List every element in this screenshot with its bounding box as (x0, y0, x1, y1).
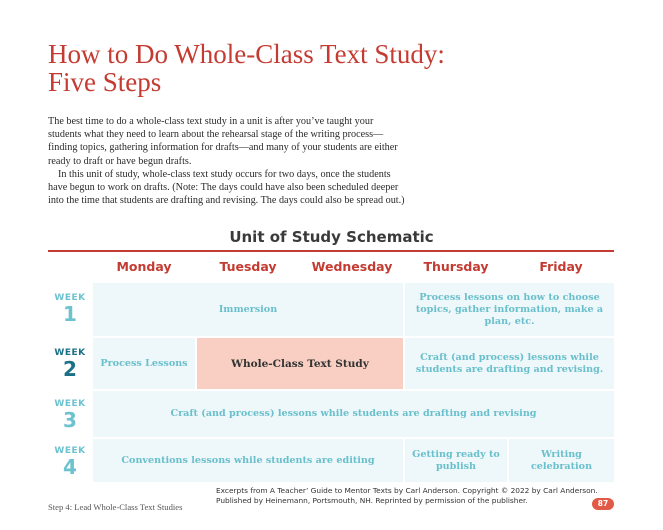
schematic-title: Unit of Study Schematic (229, 228, 434, 246)
week-word: WEEK (54, 293, 86, 303)
cell-week4-getting-ready: Getting ready to publish (405, 439, 507, 482)
day-header-monday: Monday (116, 259, 172, 274)
cell-week2-process-lessons: Process Lessons (93, 338, 195, 389)
cell-week4-writing-celebration: Writing celebration (509, 439, 614, 482)
day-header-thursday: Thursday (423, 259, 489, 274)
copyright-line-1: Excerpts from A Teacher’ Guide to Mentor Texts by Carl Anderson. Copyright © 2022 by Carl Anderson. (216, 486, 598, 495)
cell-week2-craft-lessons: Craft (and process) lessons while students are drafting and revising. (405, 338, 614, 389)
week-word: WEEK (54, 399, 86, 409)
cell-week1-immersion: Immersion (93, 283, 403, 336)
running-footer: Step 4: Lead Whole-Class Text Studies (48, 502, 183, 512)
cell-week1-process-lessons: Process lessons on how to choose topics, gather information, make a plan, etc. (405, 283, 614, 336)
week-number: 4 (63, 455, 77, 479)
week-label-2 (48, 349, 92, 379)
copyright-notice (216, 486, 616, 506)
day-header-friday: Friday (539, 259, 583, 274)
day-header-tuesday: Tuesday (219, 259, 277, 274)
week-label-3 (48, 400, 92, 430)
week-label-4 (48, 447, 92, 477)
week-number: 3 (63, 408, 77, 432)
cell-week4-conventions-lessons: Conventions lessons while students are editing (93, 439, 403, 482)
week-word: WEEK (54, 348, 86, 358)
week-label-1 (48, 294, 92, 324)
intro-paragraph-2: In this unit of study, whole-class text study occurs for two days, once the students have begun to work on drafts. (Note: The days could have also been scheduled deeper into the time that students are drafting and revising. The days could also be spread out.) (48, 168, 405, 207)
day-header-wednesday: Wednesday (311, 259, 393, 274)
week-number: 2 (63, 357, 77, 381)
page-title: How to Do Whole-Class Text Study: Five Steps (48, 39, 445, 97)
week-number: 1 (63, 302, 77, 326)
intro-paragraph-1: The best time to do a whole-class text study in a unit is after you’ve taught your students what they need to learn about the rehearsal stage of the writing process—finding topics, gathering information for drafts—and many of your students are either ready to draft or have begun drafts. (48, 116, 398, 167)
cell-week2-whole-class-text-study: Whole-Class Text Study (197, 338, 403, 389)
cell-week3-craft-lessons: Craft (and process) lessons while students are drafting and revising (93, 391, 614, 437)
week-word: WEEK (54, 446, 86, 456)
page-number-badge: 87 (592, 498, 614, 510)
copyright-line-2: Published by Heinemann, Portsmouth, NH. Reprinted by permission of the publisher. (216, 496, 528, 505)
schematic-divider (48, 250, 614, 252)
intro-text (48, 115, 408, 207)
